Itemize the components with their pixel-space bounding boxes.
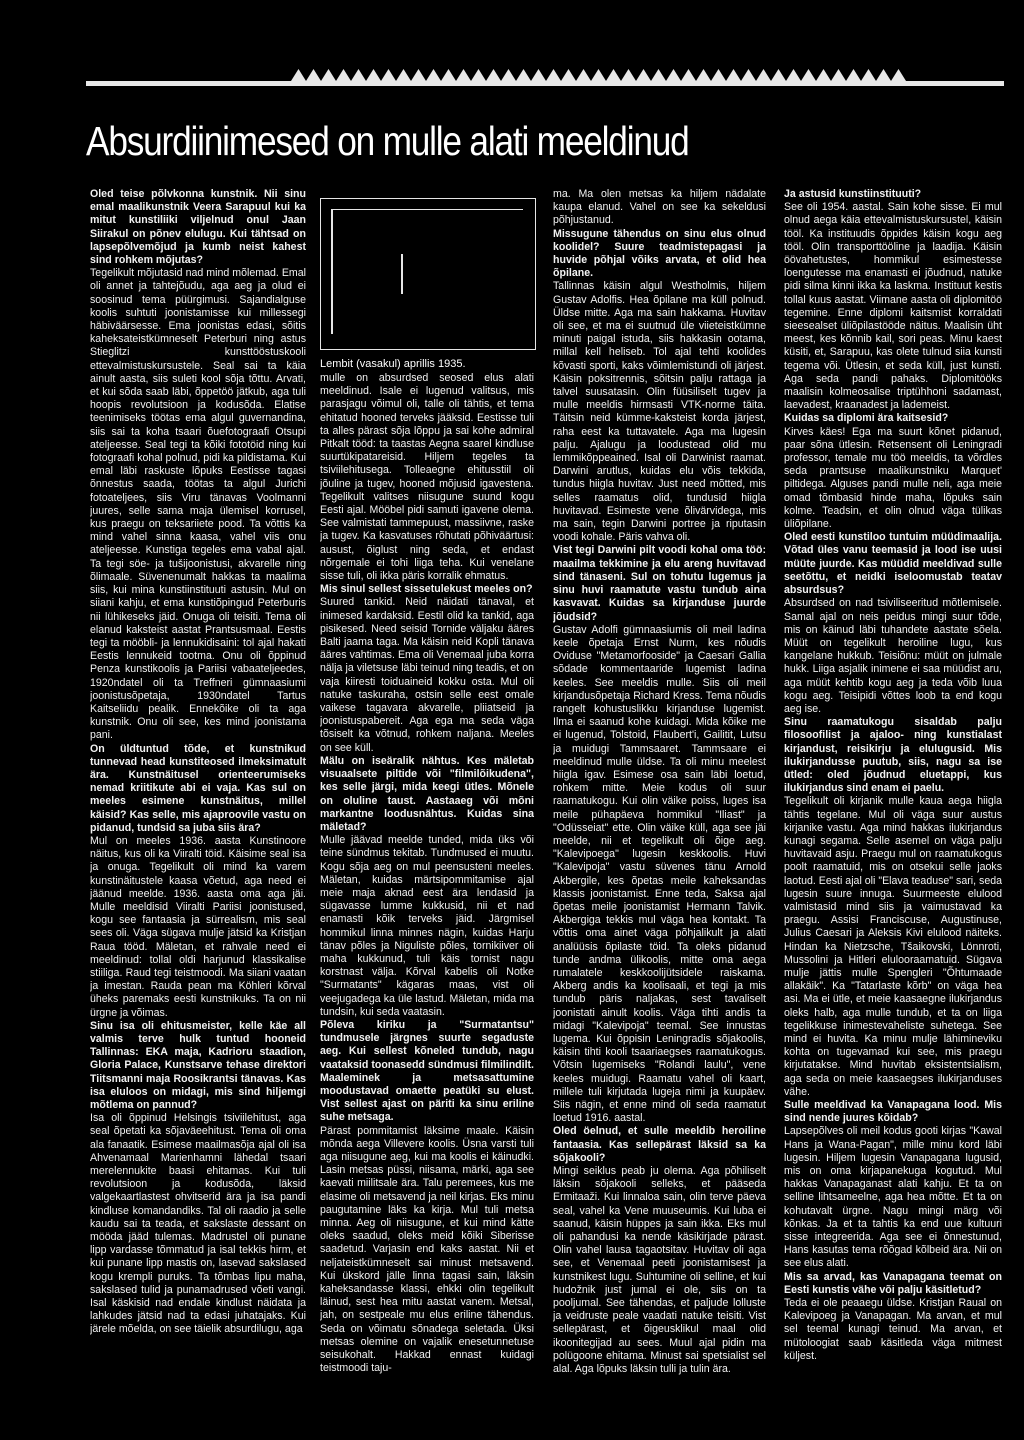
interview-answer: Mulle jäävad meelde tunded, mida üks või teine sündmus tekitab. Tundmused ei muutu. Kogu sõja aeg on mul peensusteni meeles. Mäletan, kuidas märtsipommitamise ajal meie maja aknad eest ära lendasid ja sügavasse lumme kukkusid, nii et nad enamasti kõik terveks jäid. Järgmisel hommikul linna minnes nägin, kuidas Harju tänav põles ja Niguliste põles, tornikiiver oli maha kukkunud, tuli käis tornist nagu korstnast välja. Kõrval kabelis oli Notke "Surmatants" kägaras maas, vist oli veejugadega ka üle lastud. Mäletan, mida ma tundsin, kui seda vaatasin. — [320, 834, 534, 1018]
interview-answer: Pärast pommitamist läksime maale. Käisin mõnda aega Villevere koolis. Üsna varsti tuli aga niisugune aeg, kui ma koolis ei käinudki. Lasin metsas püssi, niisama, märki, aga see kaevati miilitsale ära. Talu peremees, kus me elasime oli metsavend ja neil kirjas. Eks minu paugutamine läks ka kirja. Mul tuli metsa minna. Aeg oli niisugune, et kui mind kätte oleks saadud, oleks meid kõiki Siberisse saadetud. Varjasin end kaks aastat. Nii et neljateistkümneselt sai minust metsavend. Kui ükskord jälle linna tagasi sain, läksin kaheksandasse klassi, ehkki olin tegelikult läinud, sest hea mitu aastat vanem. Metsal, jah, on sestpeale mu elus eriline tähendus. Seda on võimatu sõnadega seletada. Üksi metsas olemine on vajalik enesetunnetuse seisukohalt. Hakkad ennast kuidagi teistmoodi taju- — [320, 1124, 534, 1375]
interview-answer: Isa oli õppinud Helsingis tsiviilehitust, aga seal õpetati ka sõjaväeehitust. Tema oli oma ala fanaatik. Esimese maailmasõja ajal oli isa Ahvenamaal Marienhamni lähedal tsaari merelennukite baasi ehitamas. Kui tuli revolutsioon ja kodusõda, läksid valgekaartlastest ohvitserid ära ja isa pandi kindluse komandandiks. Tal oli raadio ja selle kaudu sai ta teada, et sakslaste dessant on mööda jääd tulemas. Madrustel oli punane lipp vardasse tõmmatud ja isal tekkis hirm, et kui punane lipp mastis on, lasevad sakslased kogu krempli puruks. Ta tõmbas lipu maha, sakslased tulid ja punamadrused võeti vangi. Isal käskisid nad endale kindlust näidata ja lahkudes jätsid nad ta edasi juhatajaks. Kui järele mõelda, on see täielik absurdilugu, aga — [90, 1112, 306, 1336]
interview-question: Mälu on iseäralik nähtus. Kes mäletab visuaalsete piltide või "filmilõikudena", kes selle järgi, mida keegi ütles. Mõnele on oluline taust. Aastaaeg või mõni markantne loodusnähtus. Kuidas sina mäletad? — [320, 754, 534, 833]
interview-answer: Absurdsed on nad tsiviliseeritud mõtlemisele. Samal ajal on neis peidus mingi suur tõde, mis on käinud läbi tuhandete aastate sõela. Müüt on tegelikult heroiline lugu, kus kangelane hukkub. Teisiõnu: müüt on julmale hukk. Liiga asjalik inimene ei saa müüdist aru, aga müüt kehtib kogu aeg ja teda võib luua kogu aeg. Teisipidi võttes loob ta end kogu aeg ise. — [784, 597, 1002, 715]
zigzag-tooth — [726, 69, 741, 81]
zigzag-tooth — [606, 69, 621, 81]
interview-question: Missugune tähendus on sinu elus olnud koolidel? Suure teadmistepagasi ja huvide põhjal võiks arvata, et olid hea õpilane. — [553, 227, 766, 280]
decorative-header-bar — [86, 66, 1004, 90]
interview-question: Ja astusid kunstiinstituuti? — [784, 188, 922, 200]
zigzag-tooth — [336, 69, 351, 81]
interview-question: Vist tegi Darwini pilt voodi kohal oma töö: maailma tekkimine ja elu areng huvitavad sind tänaseni. Sul on tohutu lugemus ja sinu huvi raamatute vastu tundub aina kasvavat. Kuidas sa kirjanduse juurde jõudsid? — [553, 544, 766, 623]
interview-answer: See oli 1954. aastal. Sain kohe sisse. Ei mul olnud aega käia ettevalmistuskursustel, käisin tööl. Ka instituudis õppides käisin kogu aeg tööl. Olin transporttööline ja laadija. Käisin öövahetustes, hommikul esimestesse loengutesse ma enamasti ei jõudnud, natuke pidi silma kinni ikka ka laskma. Instituut kestis tollal kuus aastat. Viimane aasta oli diplomitöö tegemine. Enne diplomi kaitsmist korraldati sieesealset üliõpilastööde näitus. Maalisin üht meest, kes kõnnib kail, sori peas. Minu kaest küsiti, et, Sarapuu, kas olete tulnud siia kunsti tegema või. Ütlesin, et seda küll, just kunsti. Aga seda pandi pahaks. Diplomitööks maalisin kolmeosalise triptühhoni sadamast, laevadest, kraanadest ja lademeist. — [784, 201, 1002, 412]
interview-question: On üldtuntud tõde, et kunstnikud tunnevad head kunstiteosed ilmeksimatult ära. Kunstnäitusel orienteerumiseks nemad kriitikute abi ei vaja. Kas sul on meeles esimene kunstnäitus, millel käisid? Kas selle, mis ajaproovile vastu on pidanud, tundsid sa juba siis ära? — [90, 742, 306, 834]
zigzag-tooth — [741, 69, 756, 81]
zigzag-tooth — [411, 69, 426, 81]
zigzag-tooth — [426, 69, 441, 81]
interview-question: Oled öelnud, et sulle meeldib heroiline fantaasia. Kas sellepärast läksid sa ka sõjakooli? — [553, 1125, 766, 1164]
zigzag-tooth — [381, 69, 396, 81]
zigzag-tooth — [636, 69, 651, 81]
zigzag-tooth — [696, 69, 711, 81]
zigzag-tooth — [666, 69, 681, 81]
zigzag-tooth — [321, 69, 336, 81]
interview-question: Mis sa arvad, kas Vanapagana teemat on Eesti kunstis vähe või palju käsitletud? — [784, 1270, 1002, 1296]
interview-question: Kuidas sa diplomi ära kaitsesid? — [784, 412, 949, 425]
zigzag-tooth — [576, 69, 591, 81]
photo-line — [333, 209, 523, 210]
zigzag-tooth — [621, 69, 636, 81]
interview-answer: Suured tankid. Neid näidati tänaval, et inimesed kardaksid. Eestil olid ka tankid, aga pisikesed. Need seisid Tornide väljaku ääres Balti jaama taga. Ma käisin neid Kopli tänava ääres vahtimas. Ema oli Venemaal juba korra nälja ja viletsuse läbi teinud ning teadis, et on vaja kiiresti toiduaineid kokku osta. Mul oli natuke taskuraha, ostsin selle eest omale vaikese tagavara akvarelle, pliiatseid ja joonistuspabereit. Aga ega ma seda väga tõsiselt ka võtnud, rohkem naljana. Meeles on see küll. — [320, 596, 534, 754]
zigzag-tooth — [561, 69, 576, 81]
interview-answer: ma. Ma olen metsas ka hiljem nädalate kaupa elanud. Vahel on see ka sekeldusi põhjustanud. — [553, 188, 766, 227]
zigzag-tooth — [771, 69, 786, 81]
interview-question: Oled eesti kunstiloo tuntuim müüdimaalija. Võtad üles vanu teemasid ja lood ise uusi müüte juurde. Kas müüdid meeldivad sulle seetõttu, et neidki iseloomustab teatav absurdsus? — [784, 531, 1002, 597]
text-column-4 — [784, 188, 1002, 1433]
zigzag-tooth — [591, 69, 606, 81]
zigzag-tooth — [516, 69, 531, 81]
interview-answer: Mul on meeles 1936. aasta Kunstinoore näitus, kus oli ka Viiralti töid. Käisime seal isa ja onuga. Tegelikult oli mind ka varem kunstinäitustele kaasa võetud, aga need ei jäänud meelde. 1936. aasta oma aga jäi. Mulle meeldisid Viiralti Pariisi joonistused, kogu see fantaasia ja sürrealism, mis seal sees oli. Väga sügava mulje jätsid ka Kristjan Raua tööd. Mäletan, et rahvale need ei meeldinud: tollal oldi harjunud klassikalise stiiliga. Raud tegi teistmoodi. Ma siiani vaatan ja imestan. Rauda pean ma Köhleri kõrval üheks paremaks eesti kunstnikuks. Ta on nii ürgne ja võimas. — [90, 834, 306, 1019]
zigzag-tooth — [681, 69, 696, 81]
interview-answer: Tegelikult mõjutasid nad mind mõlemad. Emal oli annet ja tahtejõudu, aga aeg ja olud ei soosinud tema püürgimusi. Sajandialguse koolis suhtuti joonistamisse kui millessegi häbiväärsesse. Ema joonistas edasi, sõitis kaheksateistkümneselt Peterburi ning astus Stieglitzi kunsttööstuskooli ettevalmistuskursustele. Seal sai ta käia ainult aasta, siis suleti kool sõja tõttu. Arvati, et kui sõda saab läbi, õppetöö jätkub, aga tuli hoopis revolutsioon ja kodusõda. Elatise teenimiseks töötas ema algul guvernandina, siis sai ta koha tsaari õuefotograafi Otsupi ateljeesse. Seal tegi ta kõiki fototöid ning kui fotograafi kohal polnud, pidi ka pildistama. Kui emal läbi raskuste lõpuks Eestisse tagasi õnnestus saada, töötas ta algul Jurichi fotoateljees, siis Viru tänavas Voolmanni juures, selle sama maja ülemisel korrusel, kus praegu on teksariiete pood. Ta võttis ka mind vahel sinna kaasa, vahel viis onu ateljeesse. Kunstiga tegeles ema vabal ajal. Ta tegi söe- ja tušijoonistusi, akvarelle ning õlimaale. Süvenenumalt hakkas ta maalima siis, kui mina kunstiinstituuti astusin. Mul on siiani kahju, et ema kunstiõpingud Peterburis nii lühikeseks jäid. Onuga oli teisiti. Tema oli elanud kaksteist aastat Prantsusmaal. Eestis tegi ta mööbli- ja lennukidisaini: tol ajal hakati Eestis lennukeid tootma. Onu oli õppinud Penza kunstikoolis ja Pariisi vabaateljeedes, 1920ndatel oli ta Treffneri gümnaasiumi joonistusõpetaja, 1930ndatel Tartus Kaitseliidu pealik. Ennekõike oli ta aga kunstnik. Onu oli see, kes mind joonistama pani. — [90, 267, 306, 742]
interview-answer: Tegelikult oli kirjanik mulle kaua aega hiigla tähtis tegelane. Mul oli väga suur austus kirjanike vastu. Aga mind hakkas ilukirjandus kunagi segama. Selle asemel on väga palju huvitavaid asju. Praegu mul on raamatukogus poolt raamatuid, mis on otsekui selle jaoks laotud. Eesti ajal oli "Elava teaduse" sari, seda lugesin suure innuga. Suurmeeste elulood valmistasid mind siis ja vaimustavad ka praegu. Assisi Franciscuse, Augustinuse, Julius Caesari ja Aleksis Kivi elulood näiteks. Hindan ka Nietzsche, Tšaikovski, Lönnroti, Mussolini ja Hitleri elulooraamatuid. Sügava mulje jättis mulle Spengleri "Õhtumaade allakäik". Ka "Tatarlaste kõrb" on väga hea asi. Ma ei ütle, et meie kaasaegne ilukirjandus oleks halb, aga mulle tundub, et ta on liiga tegelikkuse inimestevaheliste suhetega. See mind ei huvita. Ka minu mulje lähimineviku kohta on tugevamad kui see, mis praegu kirjutatakse. Mind huvitab eksistentsialism, aga seda on meie kaasaegses ilukirjanduses vähe. — [784, 795, 1002, 1098]
zigzag-tooth — [306, 69, 321, 81]
zigzag-tooth — [291, 69, 306, 81]
interview-question: Sinu isa oli ehitusmeister, kelle käe all valmis terve hulk tuntud hooneid Tallinnas: EKA maja, Kadrioru staadion, Gloria Palace, Kunstsarve tehase direktori Tiitsmanni maja Roosikrantsi tänavas. Kas isa eluloos on midagi, mis sind hiljemgi mõtlema on pannud? — [90, 1019, 306, 1112]
interview-answer: mulle on absurdsed seosed elus alati meeldinud. Isale ei lugenud valitsus, mis parasjagu võimul oli, talle oli tähtis, et tema ehitatud hooned terveks jääksid. Eestisse tuli ta alles pärast sõja lõppu ja sai kohe admiral Pitkalt tööd: ta taastas Aegna saarel kindluse suurtükipatareisid. Hiljem tegeles ta tsiviilehitusega. Tolleaegne ehitusstiil oli jõuline ja tugev, hooned mõjusid igavestena. Tegelikult valitses niisugune suund kogu Eesti ajal. Mööbel pidi samuti igavene olema. See valmistati tammepuust, massiivne, raske ja tugev. Ka kasvatuses rõhutati põhiväärtusi: ausust, õiglust ning seda, et endast nõrgemale ei tohi liiga teha. Kui venelane sisse tuli, oli ikka päris korralik ehmatus. — [320, 372, 534, 583]
zigzag-tooth — [546, 69, 561, 81]
zigzag-tooth — [891, 69, 906, 81]
photo-caption: Lembit (vasakul) aprillis 1935. — [320, 358, 466, 370]
zigzag-tooth — [816, 69, 831, 81]
photo-frame — [320, 198, 536, 350]
interview-answer: Gustav Adolfi gümnaasiumis oli meil ladina keele õpetaja Ernst Nurm, kes nõudis Oviduse "Metamorfooside" ja Caesari Gallia sõdade kommentaaride lugemist ladina keeles. See meeldis mulle. Siis oli meil kirjandusõpetaja Richard Kress. Tema nõudis rangelt kohustuslikku kirjanduse lugemist. Ilma ei saanud kohe kuidagi. Mida kõike me ei lugenud, Tolstoid, Flaubert'i, Gailitit, Lutsu ja muidugi Tammsaaret. Tammsaare ei meeldinud mulle üldse. Ta oli minu meelest hiigla igav. Esimese osa sain läbi loetud, rohkem mitte. Meie kodus oli suur raamatukogu. Kui olin väike poiss, luges isa meile pühapäeva hommikul "Iliast" ja "Odüsseiat" ette. Olin väike küll, aga see jäi meelde, nii et tegelikult oli õige aeg. "Kalevipoega" lugesin keskkoolis. Huvi "Kalevipoja" vastu süvenes tänu Arnold Akbergile, kes õpetas meile kaheksandas klassis joonistamist. Enne teda, Saksa ajal õpetas meile joonistamist Hermann Talvik. Akbergiga tekkis mul väga hea kontakt. Ta võttis oma ainet väga põhjalikult ja alati analüüsis õpilaste töid. Ta oleks pidanud tunde andma ülikoolis, mitte oma aega rumalatele keskkoolijütsidele raiskama. Akberg andis ka koolisaali, et tegi ja mis tundub päris naljakas, sest tavaliselt joonistati ainult koolis. Väga tihti andis ta midagi "Kalevipoja" teemal. See innustas lugema. Kui õppisin Leningradis sõjakoolis, käisin tihti kooli tsaariaegses raamatukogus. Võtsin lugemiseks "Rolandi laulu", vene keeles muidugi. Raamatu vahel oli kaart, millele tuli kirjutada lugeja nimi ja kuupäev. Siis nägin, et enne mind oli seda raamatut loetud 1916. aastal. — [553, 623, 766, 1125]
article-title: Absurdiinimesed on mulle alati meeldinud — [86, 118, 689, 164]
zigzag-tooth — [531, 69, 546, 81]
text-column-1 — [90, 188, 306, 1433]
zigzag-tooth — [486, 69, 501, 81]
interview-answer: Kirves käes! Ega ma suurt kõnet pidanud, paar sõna ütlesin. Retsensent oli Leningradi professor, temale mu töö meeldis, ta võrdles seda prantsuse maalikunstniku Marquet' piltidega. Alguses pandi mulle neli, aga meie omad tõmbasid hinde maha, lõpuks sain kolme. Teadsin, et olin olnud väga tülikas üliõpilane. — [784, 425, 1002, 531]
zigzag-tooth — [876, 69, 891, 81]
zigzag-tooth — [846, 69, 861, 81]
interview-answer: Tallinnas käisin algul Westholmis, hiljem Gustav Adolfis. Hea õpilane ma küll polnud. Üldse mitte. Aga ma sain hakkama. Huvitav oli see, et ma ei suutnud üle viieteistkümne minuti paigal istuda, siis hakkasin ootama, millal kell heliseb. Tol ajal tehti koolides kõvasti sporti, kaks võimlemistundi oli järjest. Käisin poksitrennis, sõitsin palju rattaga ja talvel suusatasin. Olin füüsiliselt tugev ja mulle meeldis hirmsasti VTK-norme täita. Täitsin neid kümme-kaksteist korda järjest, raha eest ka tuttavatele. Aga ma lugesin palju. Ajalugu ja loodustead olid mu lemmikõppeained. Isal oli Darwinist raamat. Darwini arutlus, kuidas elu võis tekkida, tundus hiigla huvitav. Just need mõtted, mis selles raamatus olid, tundusid hiigla huvitavad. Esimeste vene õlivärvidega, mis ma sain, tegin Darwini portree ja riputasin voodi kohale. Päris vahva oli. — [553, 280, 766, 544]
zigzag-tooth — [786, 69, 801, 81]
interview-question: Mis sinul sellest sissetulekust meeles on? — [320, 583, 533, 596]
zigzag-tooth — [861, 69, 876, 81]
zigzag-tooth — [456, 69, 471, 81]
text-column-3 — [553, 188, 766, 1433]
zigzag-tooth — [651, 69, 666, 81]
text-column-2 — [320, 372, 534, 1432]
zigzag-tooth — [756, 69, 771, 81]
interview-question: Oled teise põlvkonna kunstnik. Nii sinu emal maalikunstnik Veera Sarapuul kui ka mitut kunstiliiki viljelnud onul Jaan Siirakul on põnev elulugu. Kui tähtsad on lapsepõlvemõjud ja kumb neist kahest sind rohkem mõjutas? — [90, 188, 306, 267]
zigzag-tooth — [711, 69, 726, 81]
zigzag-tooth — [366, 69, 381, 81]
photo-line — [401, 254, 403, 294]
zigzag-tooth — [831, 69, 846, 81]
zigzag-tooth — [471, 69, 486, 81]
zigzag-tooth — [396, 69, 411, 81]
zigzag-tooth — [801, 69, 816, 81]
photo-line — [331, 209, 333, 334]
zigzag-tooth — [441, 69, 456, 81]
zigzag-tooth — [351, 69, 366, 81]
interview-question: Sinu raamatukogu sisaldab palju filosoofilist ja ajaloo- ning kunstialast kirjandust, reisikirju ja elulugusid. Mis ilukirjandusse puutub, siis, nagu sa ise ütled: oled jõudnud eluetappi, kus ilukirjandus sind enam ei paelu. — [784, 716, 1002, 795]
interview-answer: Lapsepõlves oli meil kodus gooti kirjas "Kawal Hans ja Wana-Pagan", mille minu kord läbi lugesin. Hiljem lugesin Vanapagana lugusid, mis on oma kirjapanekuga kogutud. Mul hakkas Vanapaganast alati kahju. Et ta on selline lihtsameelne, aga hea mõtte. Et ta on kohutavalt ürgne. Nagu mingi märg või kõnkas. Ja et ta tahtis ka end uue kultuuri sisse integreerida. Aga see ei õnnestunud, Hans kasutas tema rõõgad kõlbeid ära. Nii on see elus alati. — [784, 1125, 1002, 1270]
interview-question: Põleva kiriku ja "Surmatantsu" tundmusele järgnes suurte segaduste aeg. Kui sellest kõneled tundub, nagu vaataksid toonasedd sündmusi filmilindilt. Maaleminek ja metsasattumine moodustavad omaette peatüki su elust. Vist sellest ajast on päriti ka sinu eriline suhe metsaga. — [320, 1018, 534, 1124]
interview-answer: Mingi seiklus peab ju olema. Aga põhiliselt läksin sõjakooli selleks, et pääseda Ermitaaži. Kui linnaloa sain, olin terve päeva seal, vahel ka Vene muuseumis. Kui luba ei saanud, käisin hüppes ja sain ikka. Eks mul oli pahandusi ka nende käsikirjade pärast. Olin vahel lausa tagaotsitav. Huvitav oli aga see, et Venemaal peeti joonistamisest ja kunstnikest lugu. Suhtumine oli selline, et kui hudožnik just jumal ei ole, siis on ta pooljumal. See tähendas, et paljude lolluste ja veidruste peale vaadati natuke teisiti. Vist sellepärast, et õigeusklikul maal olid ikoonitegijad au sees. Muul ajal pidin ma polügoone ehitama. Minust sai spetsialist sel alal. Aga lõpuks läksin tulli ja tulin ära. — [553, 1165, 766, 1376]
interview-answer: Teda ei ole peaaegu üldse. Kristjan Raual on Kalevipoeg ja Vanapagan. Ma arvan, et mul sel teemal kunagi teinud. Ma arvan, et mütoloogiat saab käsitleda väga mitmest küljest. — [784, 1297, 1002, 1362]
zigzag-tooth — [501, 69, 516, 81]
interview-question: Sulle meeldivad ka Vanapagana lood. Mis sind nende juures kõidab? — [784, 1099, 1002, 1125]
